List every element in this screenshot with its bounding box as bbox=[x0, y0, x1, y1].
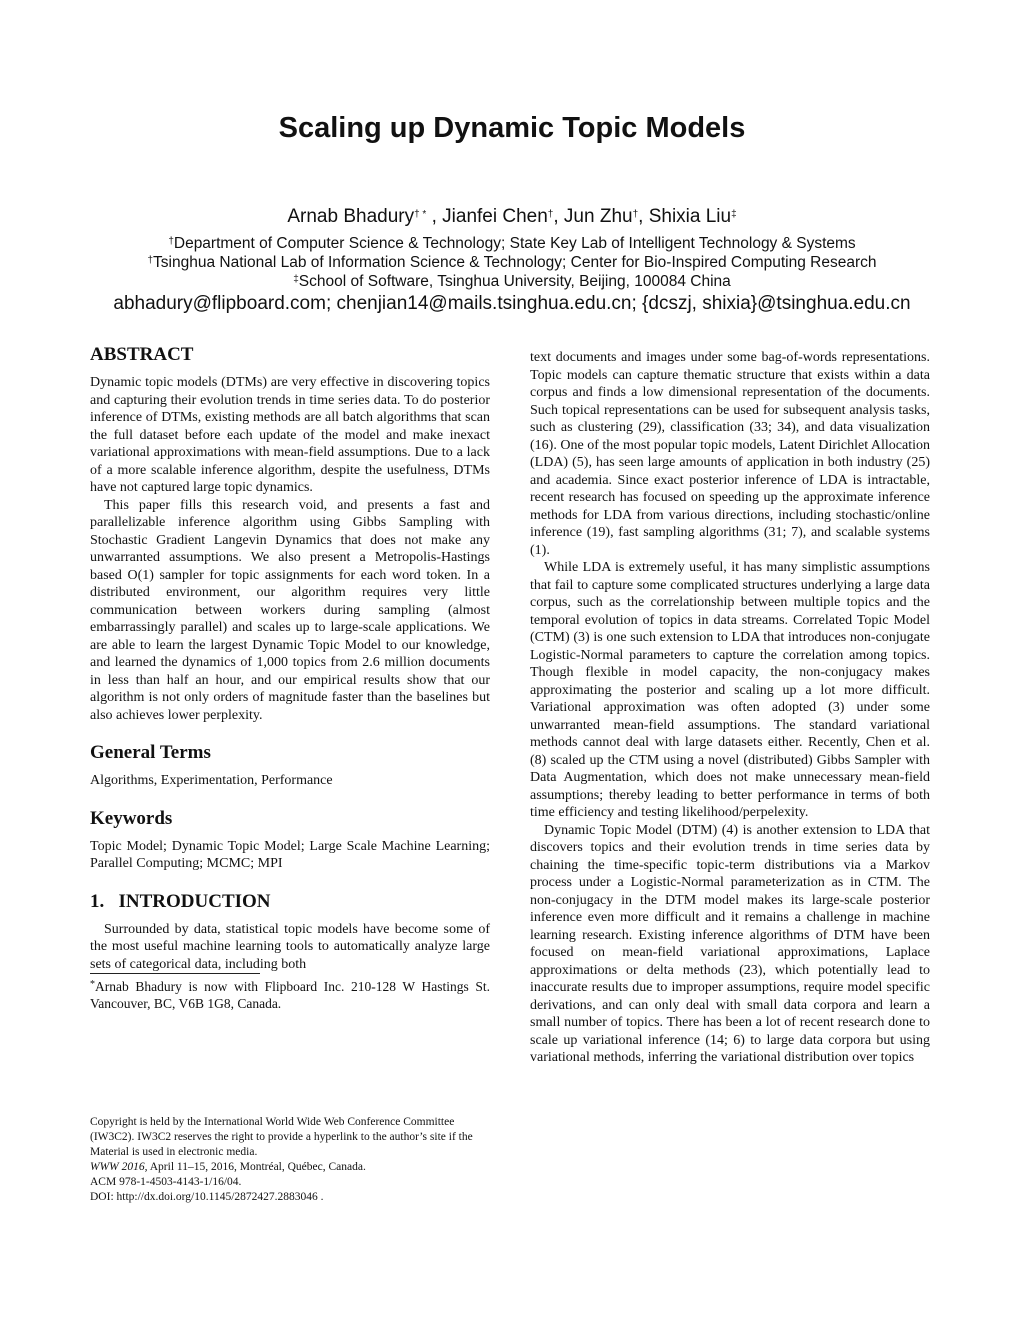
author-mark: † * bbox=[414, 209, 427, 220]
author-mark: ‡ bbox=[731, 209, 737, 220]
author-mark: † bbox=[547, 209, 554, 220]
abstract-paragraph: Dynamic topic models (DTMs) are very effective in discovering topics and capturing their evolution trends in time series data. To do posterior inference of DTMs, existing methods are all batch algorithms that scan the full dataset before each update of the model and make inexact variational approximations with mean-field assumptions. Due to a lack of a more scalable inference algorithm, despite the usefulness, DTMs have not captured large topic dynamics. bbox=[90, 375, 490, 495]
introduction-heading: 1. INTRODUCTION bbox=[90, 890, 271, 912]
affiliation bbox=[0, 253, 1024, 272]
author-name: Shixia Liu bbox=[648, 206, 732, 227]
conference-line bbox=[90, 1160, 500, 1175]
introduction-paragraph: text documents and images under some bag-of-words representations. Topic models can capture thematic structure that exists within a data corpus and finds a low dimensional representation of the documents. Such topical representations can be used for subsequent analysis tasks, such as clustering (29), classification (33; 34), and data visualization (16). One of the most popular topic models, Latent Dirichlet Allocation (LDA) (5), has seen large amounts of application in both industry (25) and academia. Since exact posterior inference of LDA is intractable, recent research has focused on speeding up the approximate inference methods for LDA from various directions, including stochastic/online inference (19), fast sampling algorithms (31; 7), and scalable systems (1). bbox=[530, 350, 930, 558]
author-separator: , bbox=[426, 206, 443, 227]
right-column bbox=[530, 349, 930, 1067]
affiliation-text: School of Software, Tsinghua University, Beijing, 100084 China bbox=[298, 273, 731, 290]
conference-details: April 11–15, 2016, Montréal, Québec, Canada. bbox=[147, 1161, 366, 1173]
footnote-text: Arnab Bhadury is now with Flipboard Inc. 210-128 W Hastings St. Vancouver, BC, V6B 1G8, Canada. bbox=[90, 979, 490, 1011]
affiliation-mark: † bbox=[147, 255, 154, 266]
author-name: Jianfei Chen bbox=[442, 206, 548, 227]
keywords-text: Topic Model; Dynamic Topic Model; Large Scale Machine Learning; Parallel Computing; MCMC; MPI bbox=[90, 838, 490, 871]
copyright-text: Copyright is held by the International World Wide Web Conference Committee (IW3C2). IW3C2 reserves the right to provide a hyperlink to the author’s site if the Material is used in electronic media. bbox=[90, 1116, 473, 1158]
author-mark: † bbox=[632, 209, 639, 220]
affiliation-text: Department of Computer Science & Technology; State Key Lab of Intelligent Technology & Systems bbox=[173, 235, 856, 252]
author-names bbox=[0, 200, 1024, 234]
copyright-notice bbox=[90, 1115, 500, 1205]
keywords-heading: Keywords bbox=[90, 807, 173, 829]
affiliation-mark: ‡ bbox=[293, 274, 299, 285]
footnote-mark: * bbox=[90, 979, 95, 990]
footnote-divider bbox=[90, 973, 260, 974]
introduction-paragraph: Surrounded by data, statistical topic models have become some of the most useful machine learning tools to automatically analyze large sets of categorical data, including both bbox=[90, 921, 490, 972]
abstract-heading: ABSTRACT bbox=[90, 344, 194, 365]
abstract-paragraph: This paper fills this research void, and presents a fast and parallelizable inference algorithm using Gibbs Sampling with Stochastic Gradient Langevin Dynamics that does not make any unwarranted assumptions. We also present a Metropolis-Hastings based O(1) sampler for topic assignments for each word token. In a distributed environment, our algorithm requires very little communication between workers during sampling (almost embarrassingly parallel) and scales up to large-scale applications. We are able to learn the largest Dynamic Topic Model to our knowledge, and learned the dynamics of 1,000 topics from 2.6 million documents in less than half an hour, and our empirical results show that our algorithm is not only orders of magnitude faster than the baselines but also achieves lower perplexity. bbox=[90, 497, 490, 723]
affiliation bbox=[0, 234, 1024, 253]
author-separator: , bbox=[638, 206, 649, 227]
acm-isbn: ACM 978-1-4503-4143-1/16/04. bbox=[90, 1176, 242, 1188]
affiliation-text: Tsinghua National Lab of Information Science & Technology; Center for Bio-Inspired Computing Research bbox=[153, 254, 877, 271]
author-separator: , bbox=[553, 206, 564, 227]
left-column bbox=[90, 344, 490, 1012]
author-block bbox=[0, 200, 1024, 317]
author-emails: abhadury@flipboard.com; chenjian14@mails.tsinghua.edu.cn; {dcszj, shixia}@tsinghua.edu.cn bbox=[113, 293, 911, 314]
paper-title: Scaling up Dynamic Topic Models bbox=[278, 112, 746, 144]
conference-name: WWW 2016, bbox=[90, 1161, 148, 1173]
affiliation bbox=[0, 272, 1024, 291]
footnote bbox=[90, 978, 490, 1012]
author-name: Arnab Bhadury bbox=[287, 206, 415, 227]
general-terms-heading: General Terms bbox=[90, 742, 211, 763]
introduction-paragraph: While LDA is extremely useful, it has many simplistic assumptions that fail to capture some complicated structures underlying a large data corpus, such as the correlationship between multiple topics and the temporal evolution of topics in data streams. Correlated Topic Model (CTM) (3) is one such extension to LDA that introduces non-conjugate Logistic-Normal parameters to capture the correlation among topics. Though flexible in model capacity, the non-conjugacy makes approximating the posterior and scaling up a lot more difficult. Variational approximation was often adopted (3) under some unwarranted mean-field assumptions. The standard variational methods cannot deal with large datasets either. Recently, Chen et al. (8) scaled up the CTM using a novel (distributed) Gibbs Sampler with Data Augmentation, which does not make unnecessary mean-field assumptions; thereby leading to better performance in terms of both time efficiency and testing likelihood/perpelexity. bbox=[530, 560, 930, 820]
author-name: Jun Zhu bbox=[563, 206, 633, 227]
affiliation-mark: † bbox=[168, 236, 174, 247]
introduction-paragraph: Dynamic Topic Model (DTM) (4) is another extension to LDA that discovers topics and their evolution trends in time series data by chaining the time-specific topic-term distributions via a Markov process under a Logistic-Normal parameterization as in CTM. The non-conjugacy in the DTM model makes its large-scale posterior inference even more difficult and it remains a challenge in machine learning research. Existing inference algorithms of DTM have been focused on mean-field variational approximations, Laplace approximations or delta methods (23), which potentially lead to inaccurate results due to improper assumptions, require model specific derivations, and can only deal with small data corpora and learn a small number of topics. There has been a lot of recent research done to scale up variational inference (14; 6) to large data corpora but using variational methods, inferring the variational distribution over topics bbox=[530, 822, 930, 1065]
general-terms-text: Algorithms, Experimentation, Performance bbox=[90, 773, 333, 788]
doi-link[interactable]: DOI: http://dx.doi.org/10.1145/2872427.2883046 . bbox=[90, 1191, 324, 1203]
